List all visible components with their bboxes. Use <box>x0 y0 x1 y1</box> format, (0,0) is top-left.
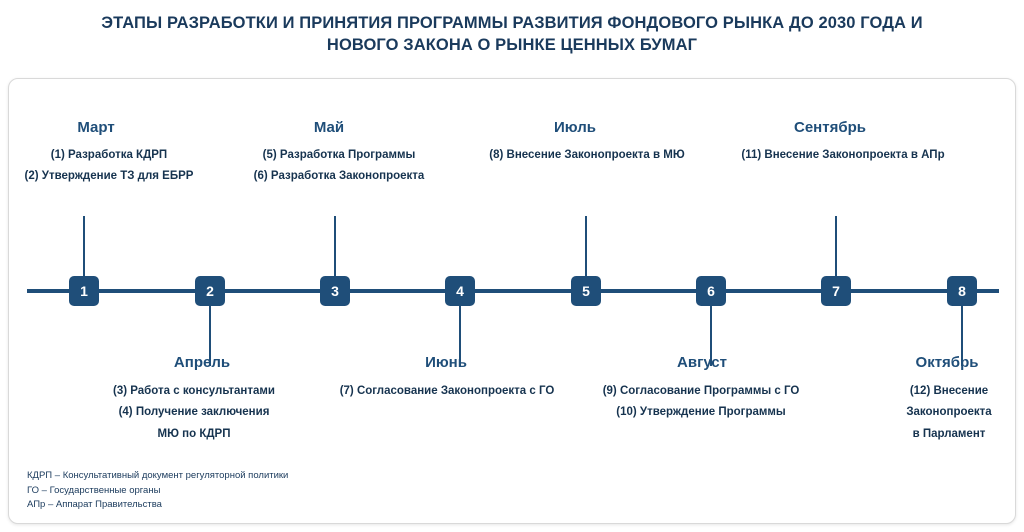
stem-7 <box>835 216 837 276</box>
timeline-node-8[interactable]: 8 <box>947 276 977 306</box>
list-item: (3) Работа с консультантами <box>113 385 275 397</box>
timeline-node-6[interactable]: 6 <box>696 276 726 306</box>
month-label-avgust: Август <box>677 354 727 371</box>
items-may <box>254 145 425 188</box>
page-title-line-1: ЭТАПЫ РАЗРАБОТКИ И ПРИНЯТИЯ ПРОГРАММЫ РАЗВИТИЯ ФОНДОВОГО РЫНКА ДО 2030 ГОДА И <box>101 14 923 32</box>
list-item: (1) Разработка КДРП <box>50 149 168 161</box>
month-label-aprel: Апрель <box>173 354 231 371</box>
list-item: (2) Утверждение ТЗ для ЕБРР <box>24 170 194 183</box>
list-item: (9) Согласование Программы с ГО <box>602 385 800 397</box>
month-label-iyul: Июль <box>554 119 596 136</box>
list-item: (11) Внесение Законопроекта в АПр <box>741 149 945 161</box>
items-sentyabr <box>741 145 944 166</box>
timeline-node-3[interactable]: 3 <box>320 276 350 306</box>
list-item: МЮ по КДРП <box>157 427 231 440</box>
list-item: (6) Разработка Законопроекта <box>253 170 425 183</box>
page-title <box>0 0 1024 57</box>
list-item: (5) Разработка Программы <box>262 149 416 161</box>
items-aprel <box>113 381 275 445</box>
month-label-iyun: Июнь <box>425 354 467 371</box>
items-mart <box>25 145 194 188</box>
stem-3 <box>334 216 336 276</box>
list-item: (10) Утверждение Программы <box>616 406 786 419</box>
footnote-apr: АПр – Аппарат Правительства <box>27 499 162 511</box>
list-item: (7) Согласование Законопроекта с ГО <box>339 385 555 397</box>
list-item: (12) Внесение <box>909 385 989 397</box>
items-iyun <box>340 381 555 402</box>
timeline-node-2[interactable]: 2 <box>195 276 225 306</box>
footnotes <box>27 469 288 513</box>
timeline-axis <box>27 289 999 293</box>
list-item: в Парламент <box>912 427 986 440</box>
items-oktyabr <box>874 381 1016 445</box>
month-label-mart: Март <box>77 119 115 136</box>
list-item: Законопроекта <box>906 406 992 419</box>
month-label-oktyabr: Октябрь <box>915 354 979 371</box>
list-item: (8) Внесение Законопроекта в МЮ <box>489 149 685 161</box>
timeline-card <box>8 78 1016 524</box>
timeline-node-7[interactable]: 7 <box>821 276 851 306</box>
month-label-sentyabr: Сентябрь <box>794 119 866 136</box>
stem-5 <box>585 216 587 276</box>
stem-1 <box>83 216 85 276</box>
footnote-kdrp: КДРП – Консультативный документ регуляторной политики <box>27 469 289 481</box>
page-title-line-2: НОВОГО ЗАКОНА О РЫНКЕ ЦЕННЫХ БУМАГ <box>326 36 698 55</box>
timeline-node-5[interactable]: 5 <box>571 276 601 306</box>
timeline-node-1[interactable]: 1 <box>69 276 99 306</box>
items-iyul <box>489 145 684 166</box>
items-avgust <box>603 381 800 424</box>
timeline-node-4[interactable]: 4 <box>445 276 475 306</box>
footnote-go: ГО – Государственные органы <box>27 484 161 496</box>
month-label-may: Май <box>313 119 345 136</box>
list-item: (4) Получение заключения <box>118 406 270 419</box>
